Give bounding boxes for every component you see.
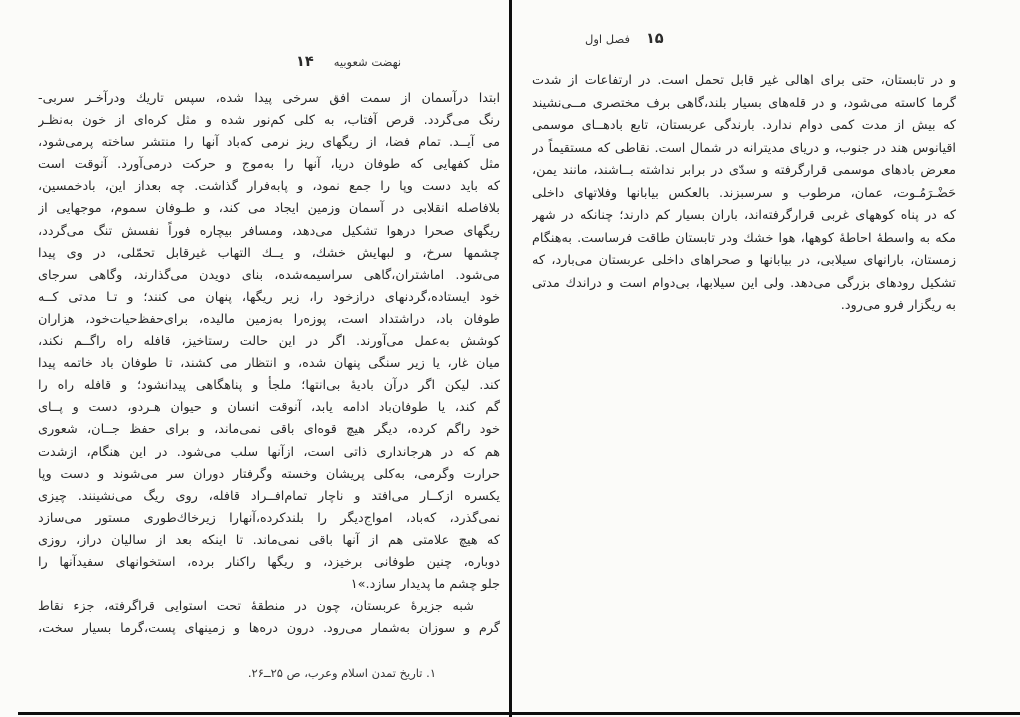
text-line: که در پناه کوههای غربی قرارگرفته‌اند، باران بسیار کم دارند؛ چنانکه در شهر: [532, 208, 956, 223]
right-page-text-block: [532, 70, 956, 318]
text-line: که هیچ علامتی هم از آنها باقی نمی‌ماند. تا اینکه بعد از سالیان دراز، روزی: [38, 532, 500, 548]
text-line: رنگ می‌گردد. قرص آفتاب، به کلی کم‌نور شده و مثل کره‌ای از خون به‌نظـر: [38, 113, 500, 129]
bottom-border-line: [18, 712, 1020, 715]
text-line: مثل کفهایی که طوفان دریا، آنها را به‌موج و حرکت درمی‌آورد. آنوقت است: [38, 157, 500, 173]
text-line: مکه به واسطهٔ احاطهٔ کوهها، هوا خشك ودر تابستان طاقت فرساست. به‌هنگام: [532, 230, 956, 246]
text-line: حرارت وگرمی، به‌کلی پریشان وخسته وگرفتار دوران سر می‌شوند و دست وپا: [38, 466, 500, 482]
text-line: می آیــد. تمام فضا، از ریگهای ریز نرمی که‌باد آنها را منتشر ساخته پرمی‌شود،: [38, 135, 500, 151]
left-page-text-block: [38, 88, 500, 640]
text-line: گرما کاسته می‌شود، و در قله‌های بسیار بلند،گاهی برف مختصری مــی‌نشیند: [532, 95, 956, 111]
text-line: هم که در هرجانداری ذاتی است، ازآنها سلب می‌شود. در این هنگام، ازشدت: [38, 444, 500, 460]
page-divider-line: [509, 0, 512, 717]
right-page-number: ۱۵: [645, 31, 664, 47]
text-line: بلافاصله انقلابی در آسمان وزمین ایجاد می کند، و طـوفان سموم، موجهایی از: [38, 201, 500, 217]
text-line: خود راگم کرده، دیگر هیچ قوه‌ای باقی نمی‌ماند، و برای حفظ جــان، شعوری: [38, 422, 500, 438]
text-line: ریگهای صحرا درهوا تشکیل می‌دهد، ومسافر بیچاره فوراً نفسش تنگ می‌گردد،: [38, 223, 500, 239]
text-line: کند. لیکن اگر درآن بادیهٔ بی‌انتها؛ ملجأ و پناهگاهی پیدانشود؛ و قافله راه را: [38, 378, 500, 394]
chapter-title: فصل اول: [585, 32, 630, 46]
text-line: کوشش به‌عمل می‌آورند. اگر در این حالت رستاخیز، قافله راه راگــم نکند،: [38, 334, 500, 350]
text-line: دوباره، چنین طوفانی برخیزد، و ریگها راکنار برده، استخوانهای سفیدآنها را: [38, 554, 500, 570]
right-page-header: [585, 31, 664, 47]
text-line: طوفان باد، دراشتداد است، پوزه‌را به‌زمین مالیده، برای‌حفظ‌حیات‌خود، هزاران: [38, 311, 500, 327]
left-running-title: نهضت شعوبیه: [333, 55, 402, 69]
text-line: که باید دست وپا را جمع نمود، و پابه‌فرار گذاشت. چه بعداز این، بادخمسین،: [38, 179, 500, 195]
text-line: و در تابستان، حتی برای اهالی غیر قابل تحمل است. در ارتفاعات از شدت: [532, 73, 956, 88]
left-page-header: [296, 54, 401, 70]
text-line: تشکیل رودهای بزرگی می‌دهد. ولی این سیلابها، بی‌دوام است و دراندك مدتی: [532, 275, 956, 291]
text-line: ابتدا درآسمان از سمت افق سرخی پیدا شده، سپس تاریك ودرآخـر سربی-: [38, 91, 500, 106]
text-line: حَضْـرَمُـوت، عمان، مرطوب و سرسبزند. بالعکس بیابانها وفلاتهای داخلی: [532, 185, 956, 201]
text-line: به ریگزار فرو می‌رود.: [840, 298, 956, 313]
text-line: اقیانوس هند در جنوب، و دریای مدیترانه در شمال است. نقاطی که مستقیماً در: [532, 140, 956, 156]
text-line: میان غار، یا زیر سنگی پنهان شده، و انتظار می کشند، تا طوفان باد خاتمه پیدا: [38, 356, 500, 372]
text-line: یکسره ازکــار می‌افتد و ناچار تمام‌افــراد قافله، روی ریگ می‌نشینند. چیزی: [38, 488, 500, 504]
left-page-footnote: ۱. تاریخ تمدن اسلام وعرب، ص ۲۵ــ۲۶.: [247, 666, 436, 680]
text-line: که بیش از مدت کمی دوام ندارد. بارندگی عربستان، تابع بادهــای موسمی: [532, 118, 956, 133]
text-line: معرض بادهای موسمی قرارگرفته و سدّی در برابر نداشته بــاشند، مانند یمن،: [532, 163, 956, 178]
text-line: گم کند، یا طوفان‌باد ادامه یابد، آنوقت انسان و حیوان هـردو، دست و پــای: [38, 400, 500, 416]
text-line: می‌شود. اماشتران،گاهی سراسیمه‌شده، بنای دویدن می‌گذارند، وگاهی سرجای: [38, 267, 500, 283]
text-line: نمی‌گذرد، که‌باد، امواج‌دیگر را بلندکرده،آنهارا زیرخاك‌طوری مستور می‌سازد: [38, 510, 500, 526]
text-line: شبه جزیرهٔ عربستان، چون در منطقهٔ تحت استوایی قراگرفته، جزء نقاط: [38, 599, 474, 615]
text-line: جلو چشم ما پدیدار سازد.»۱: [350, 577, 500, 593]
left-page-number: ۱۴: [296, 54, 314, 70]
text-line: گرم و سوزان به‌شمار می‌رود. درون دره‌ها و زمینهای پست،گرما بسیار سخت،: [38, 621, 500, 637]
text-line: چشمها سرخ، و لبهایش خشك، و یــك التهاب غیرقابل تحمّلی، در وی پیدا: [38, 245, 500, 261]
text-line: خود ایستاده،گردنهای درازخود را، زیر ریگها، پنهان می کنند؛ و تـا مدتی کــه: [38, 289, 500, 305]
text-line: زمستان، بارانهای سیلابی، در بیابانها و صحراهای داخلی عربستان می‌بارد، که: [532, 253, 956, 268]
